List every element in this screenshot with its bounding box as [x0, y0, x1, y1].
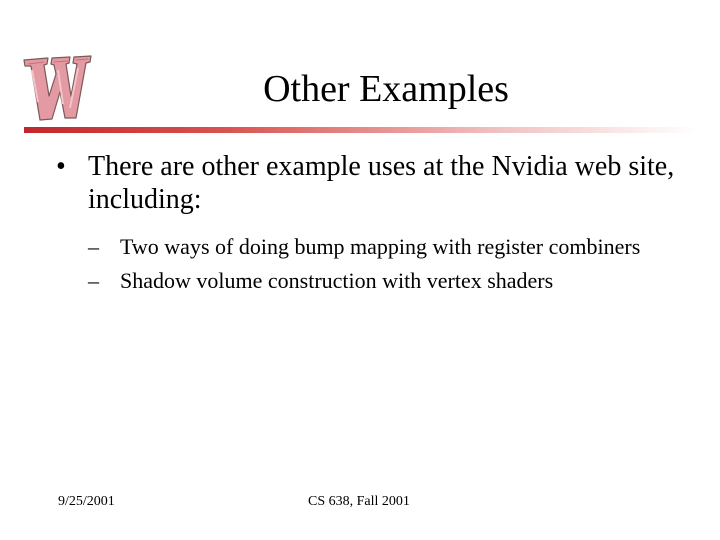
wisconsin-w-logo-icon	[18, 52, 94, 124]
footer-course: CS 638, Fall 2001	[308, 494, 410, 509]
footer-date: 9/25/2001	[58, 494, 115, 509]
sub-bullet-item	[88, 234, 676, 260]
sub-bullet-text: Two ways of doing bump mapping with register combiners	[120, 234, 641, 259]
slide-title: Other Examples	[263, 68, 509, 110]
bullet-marker: •	[56, 151, 66, 182]
sub-bullet-marker: –	[88, 234, 99, 259]
bullet-text: There are other example uses at the Nvidia web site, including:	[88, 151, 675, 215]
bullet-item	[56, 150, 676, 216]
title-divider	[24, 127, 696, 133]
sub-bullet-list	[56, 234, 676, 294]
sub-bullet-marker: –	[88, 268, 99, 293]
sub-bullet-item	[88, 268, 676, 294]
sub-bullet-text: Shadow volume construction with vertex shaders	[120, 268, 554, 293]
slide-body	[56, 150, 676, 302]
